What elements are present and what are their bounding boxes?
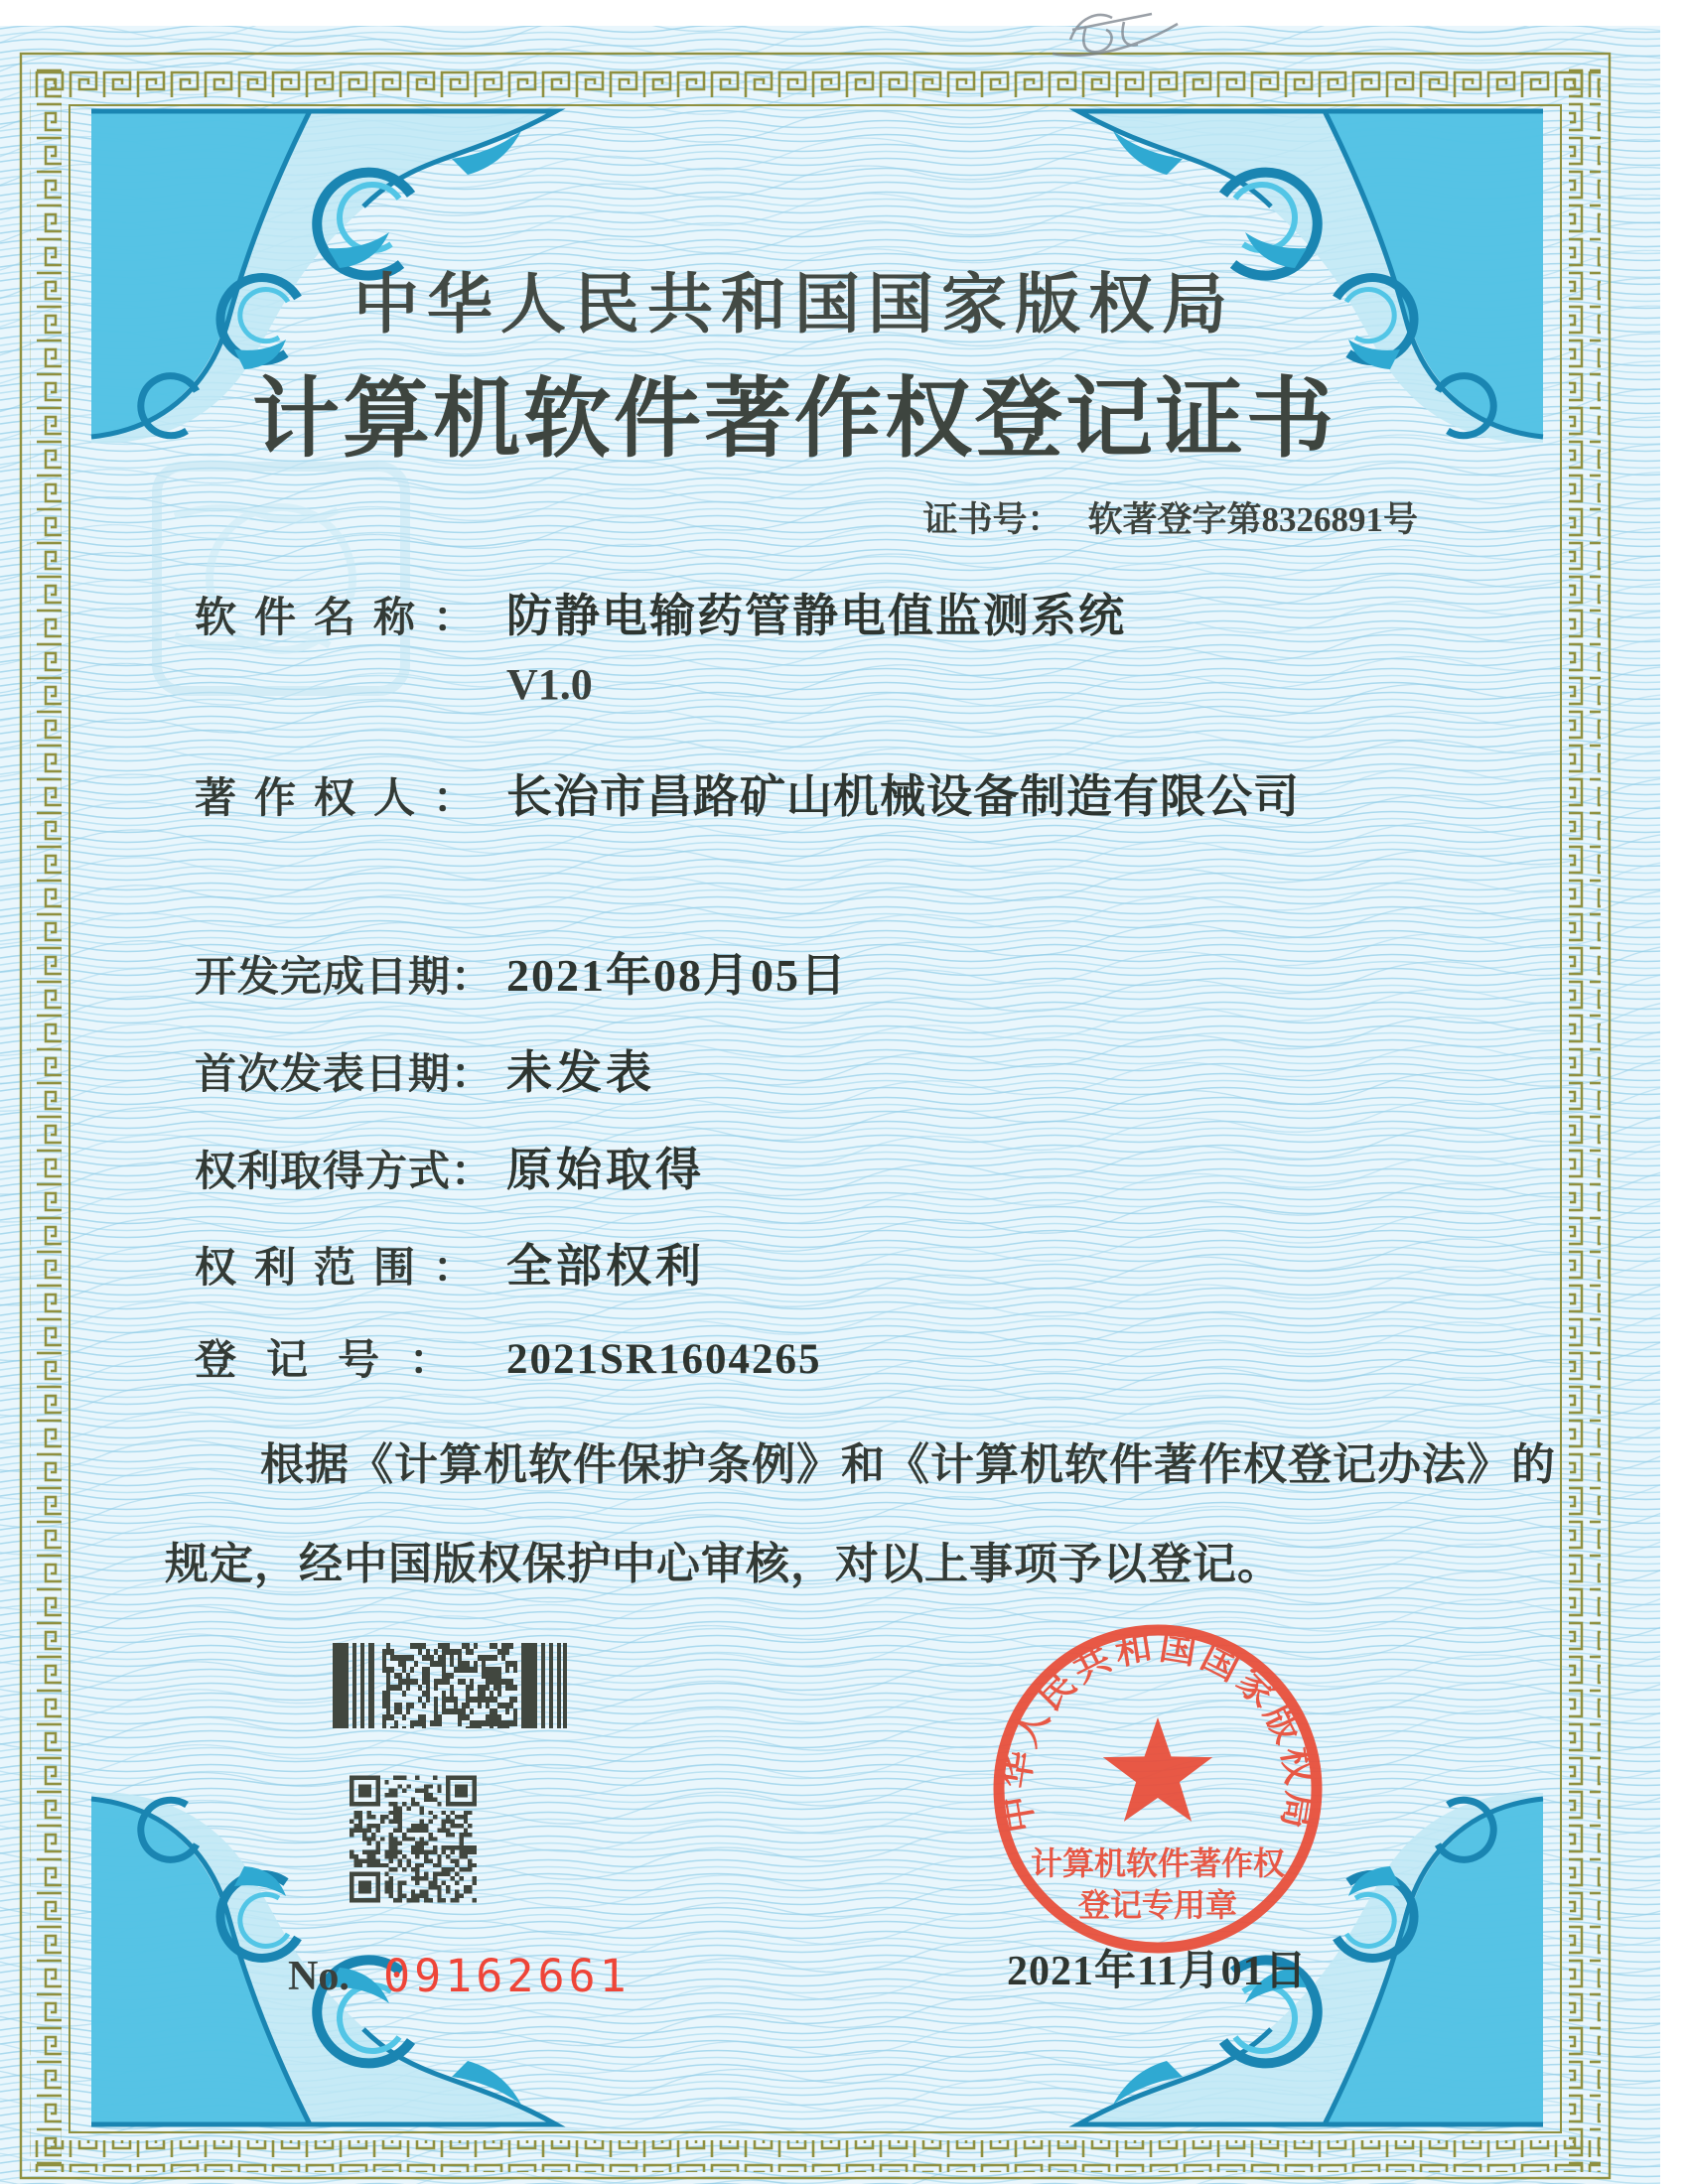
copyright-holder-label: 著作权人： (195, 776, 493, 822)
rights-acquisition-label: 权利取得方式： (195, 1150, 494, 1195)
first-publish-date-label: 首次发表日期： (195, 1052, 494, 1098)
certificate-number-value: 软著登字第8326891号 (1087, 500, 1418, 539)
first-publish-date-value: 未发表 (506, 1047, 655, 1098)
qr-code (350, 1774, 477, 1904)
certificate-number-label: 证书号： (922, 500, 1062, 539)
issue-date: 2021年11月01日 (1007, 1949, 1308, 1994)
registration-number-value: 2021SR1604265 (506, 1336, 822, 1383)
dev-complete-date-label: 开发完成日期： (195, 955, 494, 1001)
statement-line-2: 规定，经中国版权保护中心审核，对以上事项予以登记。 (165, 1540, 1282, 1588)
serial-number-label: No. (288, 1954, 350, 1999)
certificate-number-line (814, 501, 1418, 540)
seal-arc-text: 中华人民共和国国家版权局 (995, 1626, 1321, 1836)
rights-scope-label: 权利范围： (195, 1246, 493, 1292)
registration-number-label: 登记号： (195, 1338, 482, 1384)
copyright-holder-value: 长治市昌路矿山机械设备制造有限公司 (506, 771, 1300, 822)
seal-line-1: 计算机软件著作权 (1030, 1845, 1286, 1881)
rights-acquisition-value: 原始取得 (506, 1145, 705, 1195)
rights-scope-value: 全部权利 (506, 1241, 705, 1292)
certificate-title: 计算机软件著作权登记证书 (251, 372, 1336, 469)
seal-line-2: 登记专用章 (1077, 1887, 1238, 1923)
seal-star (1103, 1717, 1212, 1822)
barcode (333, 1643, 567, 1728)
software-version-value: V1.0 (506, 660, 593, 709)
official-seal (983, 1614, 1333, 1964)
software-name-value: 防静电输药管静电值监测系统 (506, 591, 1126, 641)
statement-line-1: 根据《计算机软件保护条例》和《计算机软件著作权登记办法》的 (260, 1440, 1556, 1489)
serial-number-value: 09162661 (383, 1950, 631, 2002)
software-name-label: 软件名称： (195, 596, 493, 641)
authority-title: 中华人民共和国国家版权局 (353, 269, 1235, 341)
dev-complete-date-value: 2021年08月05日 (506, 950, 848, 1001)
